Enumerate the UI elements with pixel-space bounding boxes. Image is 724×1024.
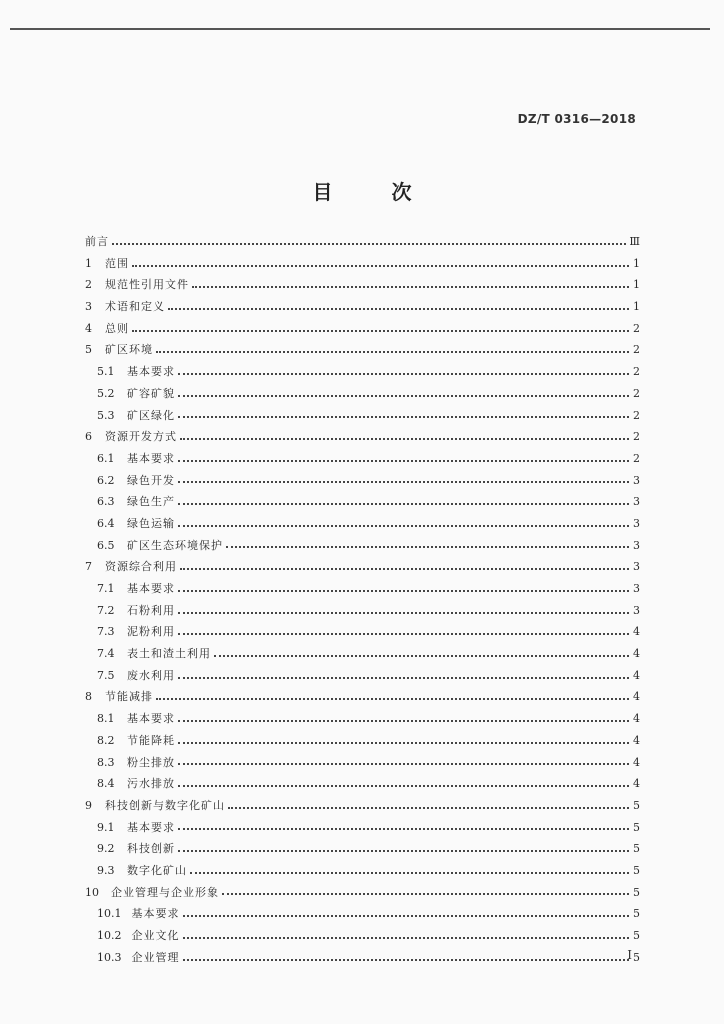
toc-entry-number: 6 (85, 430, 92, 444)
toc-entry-title: 废水利用 (127, 668, 175, 682)
toc-entry[interactable] (85, 339, 640, 361)
toc-entry[interactable] (85, 838, 640, 860)
dot-leader (183, 929, 630, 939)
dot-leader (178, 452, 629, 462)
toc-entry-number: 9.2 (97, 842, 115, 856)
toc-entry-page: 5 (633, 798, 640, 812)
toc-entry[interactable] (85, 860, 640, 882)
toc-entry[interactable] (85, 448, 640, 470)
toc-entry[interactable] (85, 773, 640, 795)
toc-entry-title: 前言 (85, 235, 109, 248)
toc-entry-title: 粉尘排放 (127, 755, 175, 769)
toc-entry[interactable] (85, 491, 640, 513)
toc-entry-number: 6.3 (97, 495, 115, 509)
toc-entry-number: 8.3 (97, 755, 115, 769)
toc-entry-page: 3 (633, 560, 640, 574)
toc-entry-title: 资源开发方式 (105, 430, 177, 444)
toc-entry[interactable] (85, 318, 640, 340)
toc-entry[interactable] (85, 730, 640, 752)
toc-entry-number: 6.4 (97, 516, 115, 530)
toc-entry-title: 绿色生产 (127, 495, 175, 509)
dot-leader (190, 864, 629, 874)
toc-entry[interactable] (85, 600, 640, 622)
toc-entry-page: 5 (633, 842, 640, 856)
toc-entry[interactable] (85, 752, 640, 774)
toc-entry-page: 4 (633, 755, 640, 769)
toc-entry-page: 2 (633, 321, 640, 335)
toc-entry-number: 10.2 (97, 929, 122, 942)
toc-entry-number: 5.3 (97, 408, 115, 422)
dot-leader (178, 582, 629, 592)
top-rule (10, 28, 710, 30)
toc-entry-number: 8.1 (97, 712, 115, 726)
dot-leader (178, 473, 629, 483)
toc-entry-page: 4 (633, 668, 640, 682)
toc-entry-title: 数字化矿山 (127, 863, 187, 877)
toc-entry-number: 6.5 (97, 538, 115, 552)
toc-entry[interactable] (85, 556, 640, 578)
toc-entry-page: 2 (633, 343, 640, 357)
toc-entry[interactable] (85, 903, 640, 925)
dot-leader (168, 300, 629, 310)
toc-entry-number: 10 (85, 885, 99, 899)
dot-leader (178, 387, 629, 397)
dot-leader (178, 365, 629, 375)
toc-entry-title: 科技创新与数字化矿山 (105, 798, 225, 812)
toc-entry-number: 5.1 (97, 365, 115, 379)
dot-leader (178, 734, 629, 744)
dot-leader (178, 625, 629, 635)
dot-leader (178, 517, 629, 527)
toc-entry-page: Ⅲ (629, 235, 640, 248)
toc-entry-page: 4 (633, 777, 640, 791)
toc-entry-number: 9.1 (97, 820, 115, 834)
toc-entry[interactable] (85, 231, 640, 253)
toc-entry-page: 4 (633, 733, 640, 747)
toc-entry-title: 节能减排 (105, 690, 153, 704)
dot-leader (222, 885, 629, 895)
toc-entry-number: 10.3 (97, 950, 122, 964)
dot-leader (192, 278, 629, 288)
dot-leader (112, 235, 626, 245)
toc-entry-page: 3 (633, 538, 640, 552)
toc-entry[interactable] (85, 383, 640, 405)
toc-entry-title: 基本要求 (127, 582, 175, 595)
toc-entry-page: 5 (633, 929, 640, 942)
dot-leader (178, 777, 629, 787)
dot-leader (183, 951, 630, 961)
toc-entry-number: 5.2 (97, 386, 115, 400)
toc-entry-title: 总则 (105, 321, 129, 335)
toc-entry-number: 7 (85, 560, 92, 574)
toc-entry-number: 7.1 (97, 582, 115, 595)
toc-entry-page: 3 (633, 603, 640, 617)
dot-leader (183, 907, 630, 917)
toc-entry-page: 1 (633, 300, 640, 314)
toc-entry-title: 科技创新 (127, 842, 175, 856)
toc-entry-number: 8 (85, 690, 92, 704)
toc-entry[interactable] (85, 405, 640, 427)
toc-entry-title: 基本要求 (127, 365, 175, 379)
dot-leader (156, 690, 629, 700)
toc-entry-number: 6.2 (97, 473, 115, 487)
toc-entry[interactable] (85, 361, 640, 383)
table-of-contents (85, 231, 640, 968)
toc-entry-page: 1 (633, 256, 640, 270)
toc-entry[interactable] (85, 882, 640, 904)
toc-entry[interactable] (85, 947, 640, 969)
toc-entry[interactable] (85, 274, 640, 296)
toc-entry-number: 7.2 (97, 603, 115, 617)
toc-entry-page: 2 (633, 430, 640, 444)
toc-entry-number: 4 (85, 321, 92, 335)
dot-leader (180, 430, 629, 440)
dot-leader (132, 322, 629, 332)
dot-leader (228, 799, 629, 809)
toc-entry-number: 7.3 (97, 625, 115, 639)
toc-entry-number: 3 (85, 300, 92, 314)
toc-entry-page: 4 (633, 690, 640, 704)
dot-leader (132, 257, 629, 267)
dot-leader (178, 820, 629, 830)
toc-entry[interactable] (85, 426, 640, 448)
page-title: 目 次 (312, 180, 438, 204)
toc-entry[interactable] (85, 296, 640, 318)
toc-entry-title: 矿区绿化 (127, 408, 175, 422)
toc-entry-title: 污水排放 (127, 777, 175, 791)
toc-entry-title: 企业文化 (131, 929, 180, 942)
toc-entry-page: 5 (633, 907, 640, 921)
toc-entry-page: 5 (633, 885, 640, 899)
toc-entry-number: 9 (85, 798, 92, 812)
toc-entry[interactable] (85, 686, 640, 708)
toc-entry-title: 矿容矿貌 (127, 386, 175, 400)
toc-entry[interactable] (85, 253, 640, 275)
dot-leader (178, 669, 629, 679)
toc-entry-page: 5 (633, 863, 640, 877)
toc-entry[interactable] (85, 708, 640, 730)
toc-entry[interactable] (85, 513, 640, 535)
toc-entry-title: 基本要求 (127, 820, 175, 834)
toc-entry-page: 2 (633, 451, 640, 465)
toc-entry-page: 2 (633, 365, 640, 379)
toc-entry[interactable] (85, 535, 640, 557)
toc-entry-page: 5 (633, 950, 640, 964)
toc-entry-page: 3 (633, 582, 640, 595)
toc-entry-page: 3 (633, 495, 640, 509)
toc-entry-title: 企业管理 (131, 950, 180, 964)
toc-entry-number: 9.3 (97, 863, 115, 877)
toc-entry-page: 2 (633, 408, 640, 422)
toc-entry[interactable] (85, 665, 640, 687)
toc-entry-title: 规范性引用文件 (105, 278, 189, 292)
toc-entry-number: 1 (85, 256, 92, 270)
toc-entry-page: 4 (633, 712, 640, 726)
toc-entry[interactable] (85, 578, 640, 600)
toc-entry-title: 绿色运输 (127, 516, 175, 530)
toc-entry-number: 7.4 (97, 647, 115, 661)
toc-entry-title: 基本要求 (127, 451, 175, 465)
toc-entry-page: 3 (633, 516, 640, 530)
toc-entry[interactable] (85, 795, 640, 817)
toc-entry-title: 企业管理与企业形象 (111, 885, 219, 899)
toc-entry-title: 资源综合利用 (105, 560, 177, 574)
toc-entry-number: 10.1 (97, 907, 122, 921)
toc-entry-page: 4 (633, 625, 640, 639)
toc-entry-page: 5 (633, 820, 640, 834)
toc-entry-page: 1 (633, 278, 640, 292)
toc-entry-title: 节能降耗 (127, 733, 175, 747)
toc-entry-page: 2 (633, 386, 640, 400)
dot-leader (226, 538, 629, 548)
dot-leader (178, 408, 629, 418)
footer-page-number: I (627, 948, 632, 962)
toc-entry-title: 术语和定义 (105, 300, 165, 314)
toc-entry-title: 绿色开发 (127, 473, 175, 487)
dot-leader (178, 604, 629, 614)
dot-leader (180, 560, 629, 570)
toc-entry-title: 矿区环境 (105, 343, 153, 357)
toc-entry-number: 7.5 (97, 668, 115, 682)
dot-leader (178, 712, 629, 722)
toc-entry-number: 5 (85, 343, 92, 357)
toc-entry-title: 表土和渣土利用 (127, 647, 211, 661)
toc-entry[interactable] (85, 470, 640, 492)
toc-entry[interactable] (85, 925, 640, 947)
document-code: DZ/T 0316—2018 (517, 112, 636, 126)
toc-entry-title: 基本要求 (127, 712, 175, 726)
toc-entry-number: 6.1 (97, 451, 115, 465)
toc-entry-title: 矿区生态环境保护 (127, 538, 223, 552)
dot-leader (178, 842, 629, 852)
dot-leader (156, 343, 629, 353)
toc-entry-number: 8.4 (97, 777, 115, 791)
toc-entry-title: 基本要求 (131, 907, 180, 921)
toc-entry-page: 4 (633, 647, 640, 661)
toc-entry-title: 范围 (105, 256, 129, 270)
dot-leader (178, 495, 629, 505)
toc-entry[interactable] (85, 643, 640, 665)
toc-entry-title: 石粉利用 (127, 603, 175, 617)
dot-leader (178, 755, 629, 765)
toc-entry-number: 2 (85, 278, 92, 292)
toc-entry-title: 泥粉利用 (127, 625, 175, 639)
toc-entry[interactable] (85, 621, 640, 643)
toc-entry[interactable] (85, 817, 640, 839)
toc-entry-number: 8.2 (97, 733, 115, 747)
toc-entry-page: 3 (633, 473, 640, 487)
dot-leader (214, 647, 629, 657)
